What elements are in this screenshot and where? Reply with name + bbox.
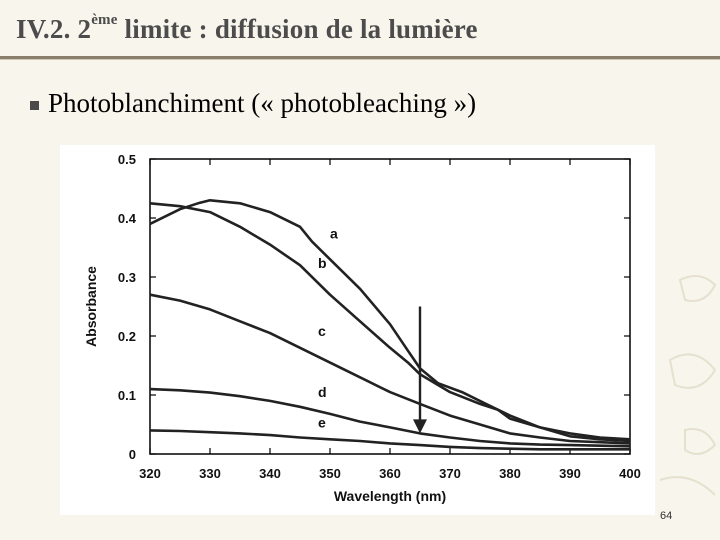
title-superscript: ème [91, 12, 118, 28]
y-tick-label: 0.5 [117, 152, 136, 167]
chart-series [150, 200, 630, 449]
x-tick-label: 390 [559, 466, 581, 481]
absorbance-chart [60, 145, 655, 515]
bullet-text: Photoblanchiment (« photobleaching ») [48, 88, 477, 118]
x-tick-label: 350 [319, 466, 341, 481]
absorbance-figure [60, 145, 655, 515]
y-axis-label: Absorbance [83, 266, 99, 347]
series-line-d [150, 389, 630, 446]
series-label-d: d [318, 383, 327, 400]
x-tick-label: 330 [199, 466, 221, 481]
page-number: 64 [660, 510, 673, 522]
x-axis-label: Wavelength (nm) [333, 488, 447, 504]
series-label-a: a [330, 225, 338, 242]
y-tick-label: 0.2 [117, 329, 136, 344]
plot-frame [150, 159, 630, 454]
x-tick-label: 320 [139, 466, 161, 481]
x-tick-label: 340 [259, 466, 281, 481]
series-label-b: b [318, 255, 327, 272]
y-tick-label: 0.3 [117, 270, 136, 285]
title-divider-thin [0, 59, 720, 60]
series-line-c [150, 295, 630, 444]
y-tick-label: 0.4 [117, 211, 136, 226]
x-tick-label: 370 [439, 466, 461, 481]
title-suffix: limite : diffusion de la lumière [117, 14, 478, 44]
page-title [16, 14, 478, 45]
series-line-b [150, 203, 630, 441]
series-label-c: c [318, 323, 326, 339]
title-prefix: IV.2. 2 [16, 14, 92, 44]
x-tick-label: 360 [379, 466, 401, 481]
chart-labels [83, 226, 446, 504]
series-label-e: e [318, 414, 326, 431]
series-line-a [150, 200, 630, 439]
x-tick-label: 380 [499, 466, 521, 481]
y-tick-label: 0 [128, 447, 136, 462]
chart-axes [150, 159, 630, 454]
y-tick-label: 0.1 [117, 388, 136, 403]
bullet-square-icon [30, 101, 39, 110]
x-tick-label: 400 [619, 466, 641, 481]
